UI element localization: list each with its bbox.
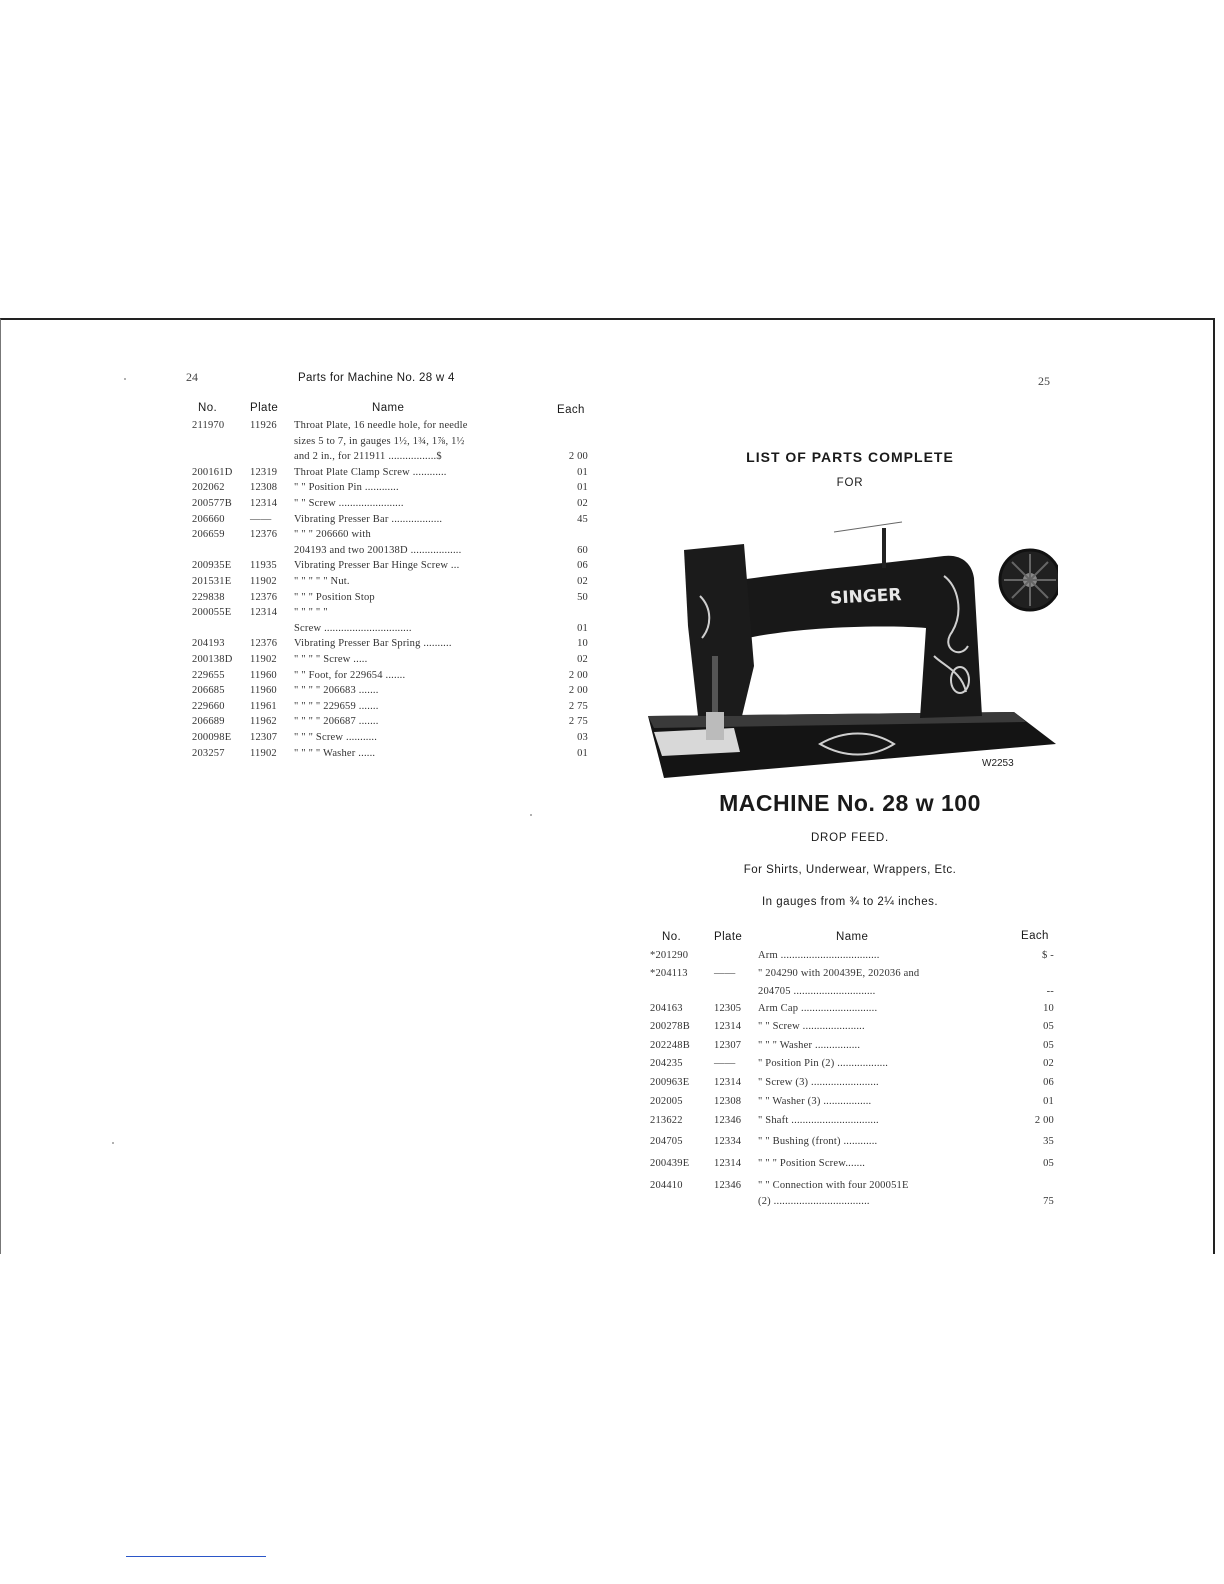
part-number: *204113 [650, 968, 688, 979]
right-header-plate: Plate [714, 931, 743, 943]
part-name: " " Washer (3) ................. [758, 1096, 872, 1107]
part-name: " " " 206660 with [294, 529, 371, 541]
unit-price: 2 75 [568, 700, 588, 712]
part-number: 206660 [192, 513, 225, 525]
part-number: 202062 [192, 482, 225, 494]
unit-price: 05 [1043, 1158, 1054, 1169]
part-name: " " " " 206687 ....... [294, 716, 379, 728]
part-number: 202248B [650, 1040, 690, 1051]
cloth-plate [654, 728, 740, 756]
plate-number: 12314 [714, 1021, 742, 1032]
part-number: 204163 [650, 1003, 683, 1014]
unit-price: 01 [577, 747, 588, 759]
left-header-each: Each [557, 404, 585, 416]
part-number: 201531E [192, 576, 232, 587]
right-header-no: No. [662, 931, 682, 943]
unit-price: 05 [1043, 1021, 1054, 1032]
part-name: Arm Cap ........................... [758, 1003, 878, 1014]
sewing-machine-figure [644, 516, 1058, 780]
unit-price: 02 [577, 576, 588, 587]
unit-price: 2 00 [568, 669, 588, 681]
unit-price: -- [1046, 986, 1054, 997]
unit-price: 03 [577, 732, 588, 743]
part-name: " Shaft ............................... [758, 1115, 879, 1126]
plate-number: —— [714, 1058, 736, 1069]
part-name: (2) .................................. [758, 1196, 870, 1207]
part-number: 200055E [192, 607, 232, 619]
plate-number: 12314 [714, 1077, 742, 1088]
unit-price: 05 [1043, 1040, 1054, 1051]
unit-price: 01 [1043, 1096, 1054, 1107]
unit-price: 02 [1043, 1058, 1054, 1069]
left-header-plate: Plate [250, 402, 279, 414]
plate-number: 12376 [250, 591, 278, 603]
part-number: 200963E [650, 1077, 690, 1088]
plate-number: 12314 [250, 607, 278, 619]
right-page-number: 25 [1038, 374, 1050, 388]
part-number: 200138D [192, 654, 233, 665]
scan-speck [530, 814, 532, 816]
unit-price: 01 [577, 466, 588, 478]
left-running-head: Parts for Machine No. 28 w 4 [298, 372, 455, 384]
part-name: 204705 ............................. [758, 986, 876, 997]
plate-number: —— [714, 968, 736, 979]
part-number: 203257 [192, 747, 225, 759]
left-page-number: 24 [186, 370, 198, 384]
part-number: 200935E [192, 560, 232, 572]
part-name: Screw ............................... [294, 622, 412, 634]
unit-price: 2 75 [568, 716, 588, 728]
plate-number: 12376 [250, 529, 278, 541]
plate-number: —— [250, 513, 272, 525]
part-name: " " " " " [294, 607, 328, 619]
part-number: 206685 [192, 685, 225, 697]
plate-number: 12308 [250, 482, 278, 494]
part-name: Throat Plate, 16 needle hole, for needle [294, 420, 468, 431]
right-header-name: Name [836, 931, 869, 943]
part-number: 200278B [650, 1021, 690, 1032]
unit-price: 35 [1043, 1136, 1054, 1147]
unit-price: 10 [1043, 1003, 1054, 1014]
spool-pin [882, 528, 886, 568]
part-number: 204235 [650, 1058, 683, 1069]
figure-code: W2253 [982, 758, 1014, 769]
part-number: 204193 [192, 638, 225, 650]
part-name: sizes 5 to 7, in gauges 1½, 1¾, 1⅞, 1½ [294, 435, 465, 447]
unit-price: 50 [577, 591, 588, 603]
plate-number: 12346 [714, 1115, 742, 1126]
unit-price: 06 [577, 560, 588, 572]
usage-line: For Shirts, Underwear, Wrappers, Etc. [743, 864, 957, 876]
part-name: " Screw (3) ........................ [758, 1077, 879, 1088]
part-name: " " " Washer ................ [758, 1040, 861, 1051]
plate-number: 12305 [714, 1003, 742, 1014]
left-header-name: Name [372, 402, 405, 414]
unit-price: 75 [1043, 1196, 1054, 1207]
plate-number: 12307 [250, 732, 278, 743]
plate-number: 11960 [250, 685, 277, 697]
plate-number: 11961 [250, 700, 277, 712]
plate-number: 11926 [250, 420, 277, 431]
part-name: " " " " Washer ...... [294, 747, 376, 759]
plate-number: 11902 [250, 747, 277, 759]
unit-price: 2 00 [1034, 1115, 1054, 1126]
part-name: " " " " 206683 ....... [294, 685, 379, 697]
part-name: " " " Position Stop [294, 591, 375, 603]
plate-number: 11960 [250, 669, 277, 681]
unit-price: $ - [1042, 950, 1054, 961]
unit-price: 45 [577, 513, 588, 525]
part-name: " " Screw ...................... [758, 1021, 865, 1032]
plate-number: 12308 [714, 1096, 742, 1107]
part-name: " " Screw ....................... [294, 498, 404, 509]
unit-price: 01 [577, 482, 588, 494]
part-name: " " " Screw ........... [294, 732, 378, 743]
part-number: 200098E [192, 732, 232, 743]
presser-foot [706, 712, 724, 740]
part-number: 200577B [192, 498, 232, 509]
machine-brand-text: SINGER [829, 585, 902, 609]
plate-number: 12307 [714, 1040, 742, 1051]
part-name: 204193 and two 200138D .................. [294, 544, 462, 556]
part-name: " 204290 with 200439E, 202036 and [758, 968, 920, 979]
unit-price: 60 [577, 544, 588, 556]
part-name: " " " Position Screw....... [758, 1158, 866, 1169]
footer-rule [126, 1556, 266, 1557]
plate-number: 12319 [250, 466, 278, 478]
machine-head [684, 544, 754, 716]
part-name: " " " " Screw ..... [294, 654, 368, 665]
plate-number: 11935 [250, 560, 277, 572]
plate-number: 12314 [714, 1158, 742, 1169]
plate-number: 12346 [714, 1180, 742, 1191]
part-number: 229660 [192, 700, 225, 712]
part-number: 229838 [192, 591, 225, 603]
machine-title: MACHINE No. 28 w 100 [719, 790, 981, 816]
part-number: 204705 [650, 1136, 683, 1147]
part-number: 206689 [192, 716, 225, 728]
part-name: " " Bushing (front) ............ [758, 1136, 878, 1147]
part-name: Arm ................................... [758, 950, 880, 961]
part-number: *201290 [650, 950, 689, 961]
part-name: " " Foot, for 229654 ....... [294, 669, 406, 681]
part-name: and 2 in., for 211911 .................$ [294, 451, 442, 463]
unit-price: 01 [577, 622, 588, 634]
part-name: " " Connection with four 200051E [758, 1180, 909, 1191]
part-name: Vibrating Presser Bar .................. [294, 513, 443, 525]
unit-price: 2 00 [568, 685, 588, 697]
list-for: FOR [836, 477, 864, 489]
part-number: 200439E [650, 1158, 690, 1169]
part-number: 213622 [650, 1115, 683, 1126]
gauges-line: In gauges from ¾ to 2¼ inches. [761, 896, 939, 908]
part-name: " Position Pin (2) .................. [758, 1058, 889, 1069]
part-name: Throat Plate Clamp Screw ............ [294, 466, 447, 478]
plate-number: 11962 [250, 716, 277, 728]
part-number: 229655 [192, 669, 225, 681]
unit-price: 10 [577, 638, 588, 650]
right-header-each: Each [1021, 930, 1049, 942]
unit-price: 02 [577, 654, 588, 665]
part-number: 204410 [650, 1180, 683, 1191]
part-name: " " Position Pin ............ [294, 482, 399, 494]
plate-number: 12376 [250, 638, 278, 650]
unit-price: 2 00 [568, 451, 588, 463]
part-name: " " " " 229659 ....... [294, 700, 379, 712]
feed-type: DROP FEED. [810, 832, 890, 844]
part-name: " " " " " Nut. [294, 576, 350, 587]
scan-speck [124, 378, 126, 380]
scan-speck [112, 1142, 114, 1144]
plate-number: 11902 [250, 576, 277, 587]
plate-number: 11902 [250, 654, 277, 665]
list-title: LIST OF PARTS COMPLETE [746, 449, 954, 465]
left-header-no: No. [198, 402, 218, 414]
part-name: Vibrating Presser Bar Spring .......... [294, 638, 452, 650]
part-number: 211970 [192, 420, 225, 431]
thread-line [834, 522, 902, 532]
part-number: 200161D [192, 466, 233, 478]
part-number: 202005 [650, 1096, 683, 1107]
unit-price: 06 [1043, 1077, 1054, 1088]
part-number: 206659 [192, 529, 225, 541]
plate-number: 12314 [250, 498, 278, 509]
part-name: Vibrating Presser Bar Hinge Screw ... [294, 560, 460, 572]
unit-price: 02 [577, 498, 588, 509]
plate-number: 12334 [714, 1136, 742, 1147]
